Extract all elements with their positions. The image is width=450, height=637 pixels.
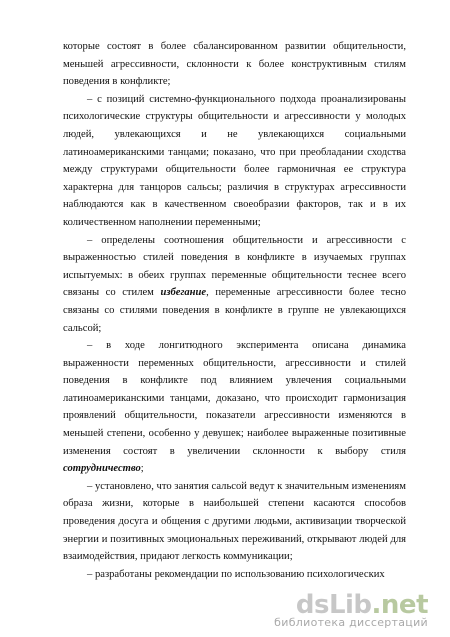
paragraph-6: – разработаны рекомендации по использованию психологических	[87, 568, 385, 580]
logo-domain: .net	[371, 590, 428, 620]
paragraph-4	[63, 337, 406, 478]
emphasis-cooperation: сотрудничество	[63, 463, 141, 475]
paragraph-3	[63, 232, 406, 338]
paragraph-5: – установлено, что занятия сальсой ведут к значительным изменениям образа жизни, которые в наибольшей степени касаются способов проведения досуга и общения с другими людьми, активизации творческой энергии и позитивных эмоциональных переживаний, открывают людей для взаимодействия, придают легкость коммуникации;	[63, 480, 406, 563]
watermark-caption: библиотека диссертаций	[274, 616, 428, 629]
emphasis-avoidance: избегание	[160, 287, 207, 299]
paragraph-1: которые состоят в более сбалансированном развитии общительности, меньшей агрессивности, склонности к более конструктивным стилям поведения в конфликте;	[63, 41, 406, 88]
paragraph-2: – с позиций системно-функционального подхода проанализированы психологические структуры общительности и агрессивности у молодых людей, увлекающихся и не увлекающихся социальными латиноамериканскими танцами; показано, что при преобладании сходства между структурами общительности более гармоничная ее структура характерна для танцоров сальсы; различия в структурах агрессивности наблюдаются как в качественном своеобразии факторов, так и в их количественном наполнении переменными;	[63, 93, 406, 228]
body-text	[63, 38, 406, 583]
paragraph-4-tail: ;	[140, 463, 144, 475]
logo-text: dsLib	[295, 590, 372, 620]
paragraph-3-tail: , переменные агрессивности более тесно связаны со стилями поведения в конфликте в группе не увлекающихся сальсой;	[63, 287, 407, 334]
site-watermark	[274, 590, 428, 629]
paragraph-3-text: – определены соотношения общительности и агрессивности с выраженностью стилей поведения в конфликте в изучаемых группах испытуемых: в обеих группах переменные общительности теснее всего связаны со стилем	[63, 234, 406, 299]
paragraph-4-text: – в ходе лонгитюдного эксперимента описана динамика выраженности переменных общительности, агрессивности и стилей поведения в конфликте под влиянием увлечения социальными латиноамериканскими танцами, доказано, что происходит гармонизация проявлений общительности, показатели агрессивности изменяются в меньшей степени, особенно у девушек; наиболее выраженные позитивные изменения состоят в увеличении склонности к выбору стиля	[63, 340, 406, 457]
